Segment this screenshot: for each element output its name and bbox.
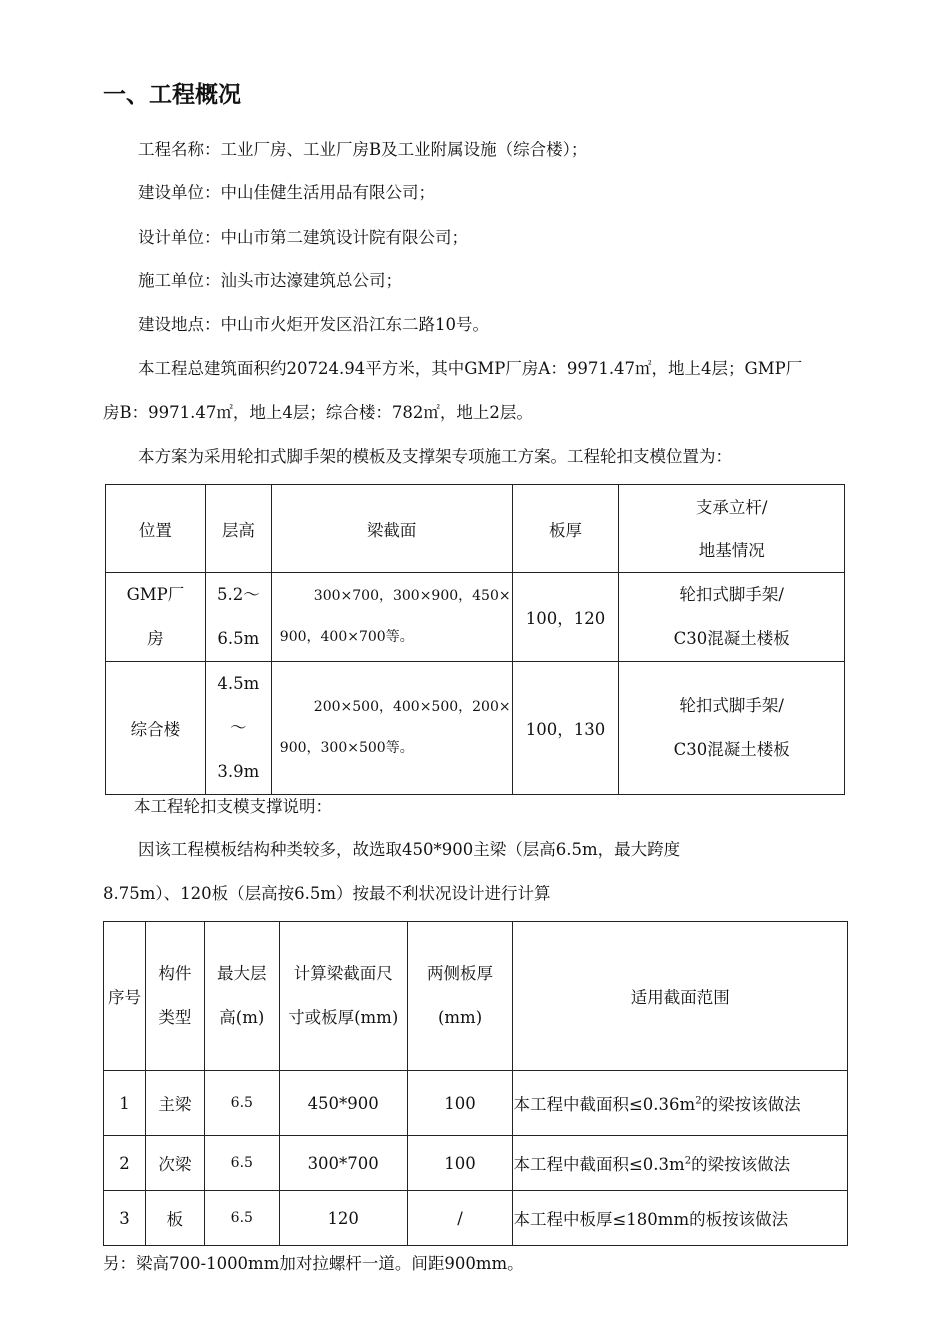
cell-size: 120 <box>279 1191 407 1246</box>
th-support-l2: 地基情况 <box>698 540 765 560</box>
th-side-line-1: 两侧板厚 <box>427 964 494 983</box>
range-text-tail: 的梁按该做法 <box>691 1155 791 1174</box>
height-line-2: ～ <box>230 718 247 737</box>
th-beam-section: 梁截面 <box>271 485 512 573</box>
cell-size: 300*700 <box>279 1136 407 1191</box>
th-range: 适用截面范围 <box>513 922 848 1071</box>
cell-support <box>619 573 845 662</box>
pos-line-2: 房 <box>147 629 164 648</box>
cell-support <box>619 662 845 795</box>
th-type-line-2: 类型 <box>158 1008 192 1027</box>
th-no: 序号 <box>104 922 146 1071</box>
th-member-type <box>145 922 204 1071</box>
table-row <box>106 662 845 795</box>
cell-no: 2 <box>104 1136 146 1191</box>
beam-line-2: 900，400×700等。 <box>279 629 414 645</box>
calc-line-1: 因该工程模板结构种类较多，故选取450*900主梁（层高6.5m，最大跨度 <box>138 840 681 859</box>
th-side-slab <box>407 922 513 1071</box>
cell-side: 100 <box>407 1136 513 1191</box>
support-title: 本工程轮扣支模支撑说明： <box>134 797 332 816</box>
support-location-table <box>105 484 845 795</box>
th-slab-thickness: 板厚 <box>512 485 619 573</box>
height-line-3: 3.9m <box>217 762 260 781</box>
cell-floor-height <box>205 573 271 662</box>
support-line-1: 轮扣式脚手架/ <box>679 585 784 604</box>
range-text: 本工程中截面积≤0.36m <box>513 1095 696 1114</box>
project-name: 工程名称：工业厂房、工业厂房B及工业附属设施（综合楼）； <box>138 140 588 159</box>
range-text-tail: 的梁按该做法 <box>701 1095 801 1114</box>
cell-beam-section <box>271 573 512 662</box>
calc-line-2: 8.75m）、120板（层高按6.5m）按最不利状况设计进行计算 <box>103 884 551 903</box>
owner-unit: 建设单位：中山佳健生活用品有限公司； <box>138 183 435 202</box>
th-side-line-2: (mm) <box>437 1008 483 1027</box>
cell-position <box>106 573 206 662</box>
cell-slab-thickness: 100，120 <box>512 573 619 662</box>
range-superscript: 2 <box>684 1155 692 1167</box>
note-line: 另：梁高700-1000mm加对拉螺杆一道。间距900mm。 <box>103 1254 524 1273</box>
cell-slab-thickness: 100，130 <box>512 662 619 795</box>
area-line-1: 本工程总建筑面积约20724.94平方米，其中GMP厂房A：9971.47㎡，地上4层；GMP厂 <box>138 359 803 378</box>
th-type-line-1: 构件 <box>158 964 192 983</box>
support-line-2: C30混凝土楼板 <box>673 629 790 648</box>
calculation-table <box>103 921 848 1246</box>
cell-type: 板 <box>145 1191 204 1246</box>
site-address: 建设地点：中山市火炬开发区沿江东二路10号。 <box>138 315 489 334</box>
table-row <box>104 1191 848 1246</box>
plan-line: 本方案为采用轮扣式脚手架的模板及支撑架专项施工方案。工程轮扣支模位置为： <box>138 447 732 466</box>
design-unit: 设计单位：中山市第二建筑设计院有限公司； <box>138 228 468 247</box>
cell-type: 主梁 <box>145 1071 204 1136</box>
th-support <box>619 485 845 573</box>
height-line-2: 6.5m <box>217 629 260 648</box>
area-line-2: 房B：9971.47㎡，地上4层；综合楼：782㎡，地上2层。 <box>103 403 533 422</box>
cell-height: 6.5 <box>204 1071 279 1136</box>
th-floor-height: 层高 <box>205 485 271 573</box>
th-position: 位置 <box>106 485 206 573</box>
pos-line-1: GMP厂 <box>126 585 185 604</box>
cell-type: 次梁 <box>145 1136 204 1191</box>
cell-side: 100 <box>407 1071 513 1136</box>
support-line-2: C30混凝土楼板 <box>673 740 790 759</box>
th-max-height <box>204 922 279 1071</box>
beam-line-1: 300×700，300×900，450× <box>313 588 511 604</box>
beam-line-1: 200×500，400×500，200× <box>313 699 511 715</box>
cell-range <box>513 1136 848 1191</box>
height-line-1: 4.5m <box>217 674 260 693</box>
range-text: 本工程中截面积≤0.3m <box>513 1155 685 1174</box>
height-line-1: 5.2～ <box>216 585 260 604</box>
cell-no: 3 <box>104 1191 146 1246</box>
cell-side: / <box>407 1191 513 1246</box>
cell-range: 本工程中板厚≤180mm的板按该做法 <box>513 1191 848 1246</box>
cell-height: 6.5 <box>204 1136 279 1191</box>
cell-height: 6.5 <box>204 1191 279 1246</box>
table-row <box>106 573 845 662</box>
table-row <box>104 1071 848 1136</box>
th-size-line-1: 计算梁截面尺 <box>293 964 393 983</box>
th-hmax-line-1: 最大层 <box>217 964 267 983</box>
cell-position: 综合楼 <box>106 662 206 795</box>
th-size-line-2: 寸或板厚(mm) <box>288 1008 399 1027</box>
section-heading: 一、工程概况 <box>103 82 241 108</box>
cell-range <box>513 1071 848 1136</box>
cell-floor-height <box>205 662 271 795</box>
th-hmax-line-2: 高(m) <box>219 1008 265 1027</box>
th-support-l1: 支承立杆/ <box>695 497 768 517</box>
cell-no: 1 <box>104 1071 146 1136</box>
table-row <box>104 1136 848 1191</box>
construction-unit: 施工单位：汕头市达濠建筑总公司； <box>138 271 402 290</box>
support-line-1: 轮扣式脚手架/ <box>679 696 784 715</box>
th-calc-size <box>279 922 407 1071</box>
cell-beam-section <box>271 662 512 795</box>
beam-line-2: 900，300×500等。 <box>279 740 414 756</box>
range-superscript: 2 <box>695 1095 702 1107</box>
cell-size: 450*900 <box>279 1071 407 1136</box>
